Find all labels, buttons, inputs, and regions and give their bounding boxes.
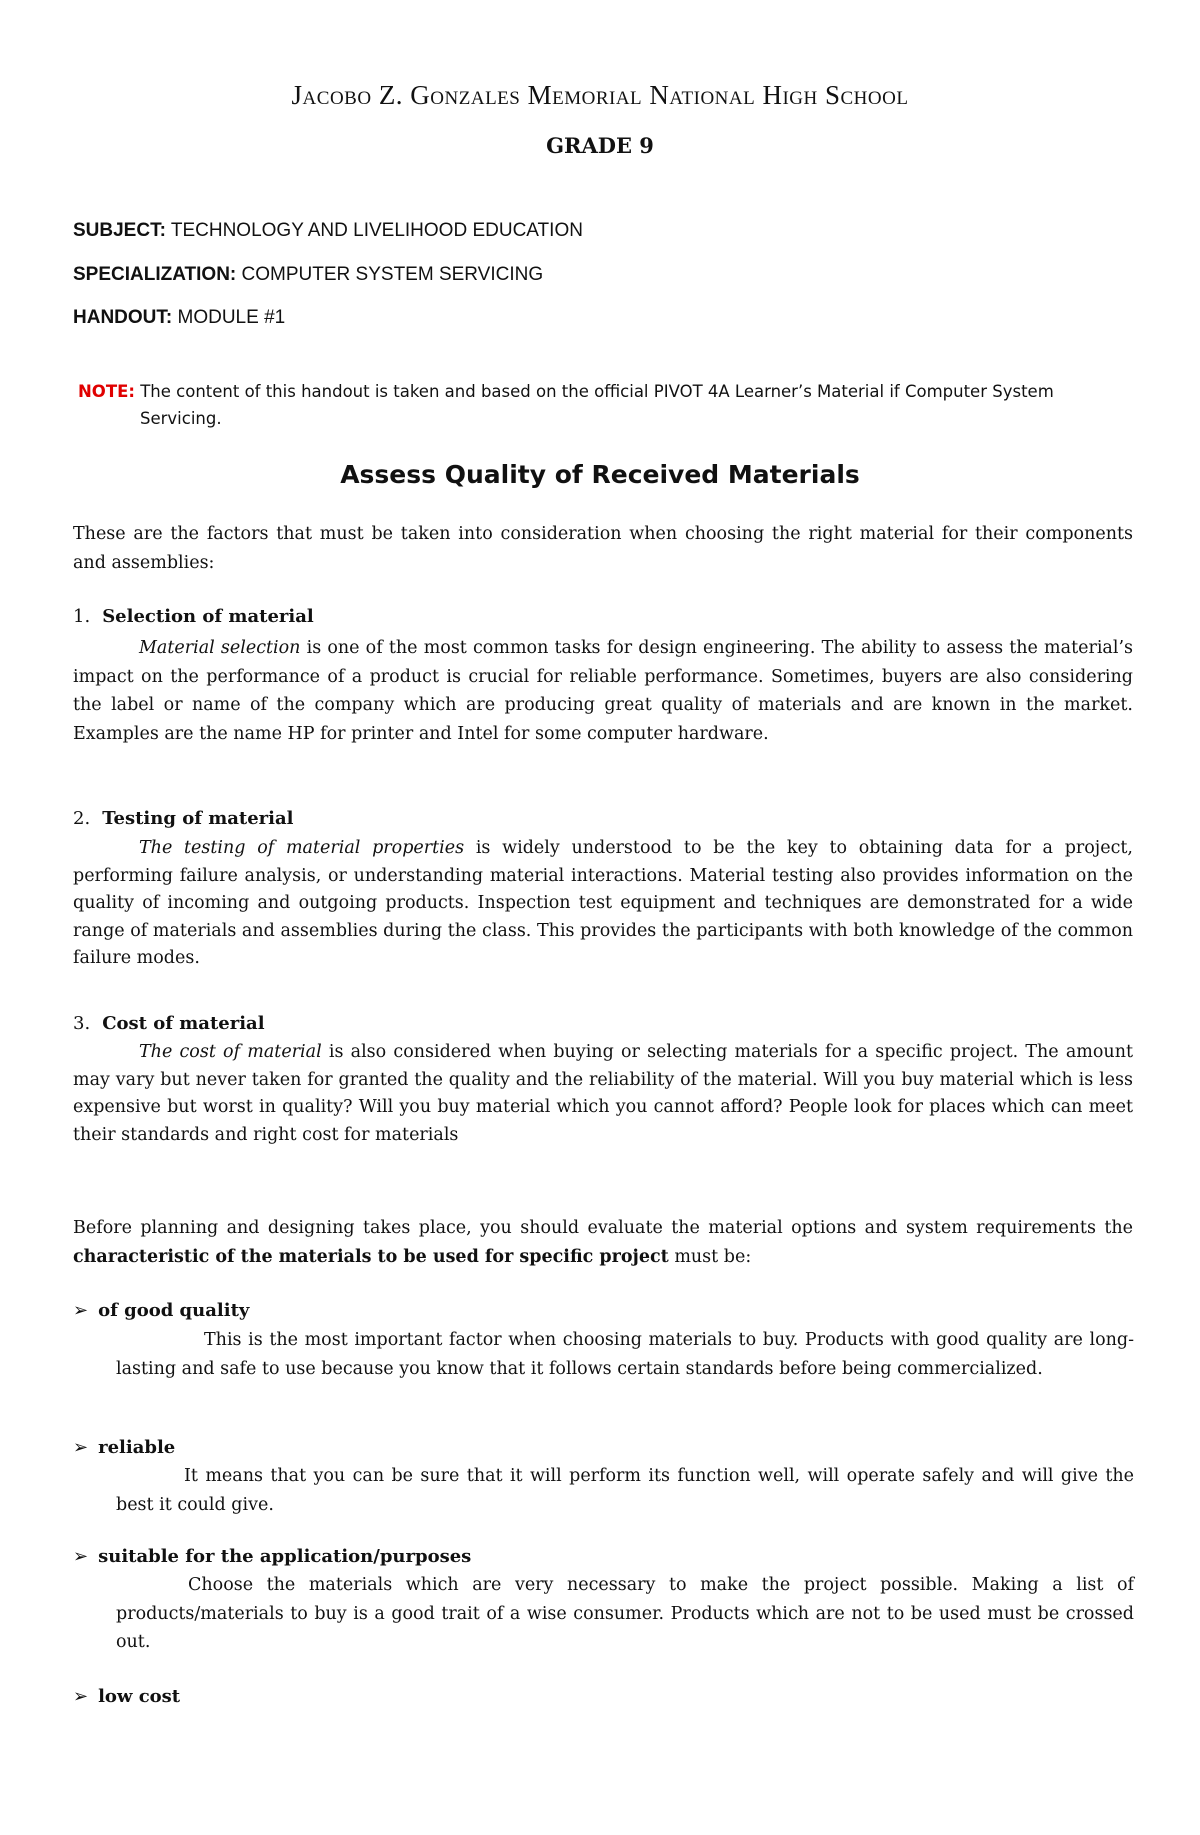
characteristic-text: Choose the materials which are very necessary to make the project possible. Making a list of products/materials to buy is a good trait of a wise consumer. Products which are not to be used must be crossed out. — [116, 1575, 1134, 1652]
handout-line — [73, 307, 285, 329]
specialization-line — [73, 264, 543, 286]
characteristic-body — [116, 1571, 1134, 1657]
handout-value: MODULE #1 — [177, 307, 286, 328]
section-heading-testing — [73, 808, 294, 829]
section-lead-term: The testing of material properties — [139, 838, 465, 858]
section-text: is also considered when buying or selecting materials for a specific project. The amount may vary but never taken for granted the quality and the reliability of the material. Will you buy material which is less expensive but worst in quality? Will you buy material which you cannot afford? People look for places which can meet their standards and right cost for materials — [73, 1042, 1133, 1145]
specialization-label: SPECIALIZATION: — [73, 264, 237, 285]
note-text-line2: Servicing. — [140, 409, 222, 428]
characteristic-low-cost — [73, 1686, 180, 1707]
arrowhead-bullet-icon: ➢ — [73, 1437, 89, 1458]
characteristic-good-quality — [73, 1300, 249, 1321]
characteristic-text: This is the most important factor when choosing materials to buy. Products with good quality are long-lasting and safe to use because you know that it follows certain standards before being commercialized. — [116, 1330, 1134, 1379]
handout-title: Assess Quality of Received Materials — [340, 460, 860, 489]
before-text-start: Before planning and designing takes place, you should evaluate the material options and system requirements the — [73, 1218, 1133, 1238]
characteristic-heading: suitable for the application/purposes — [98, 1546, 472, 1567]
arrowhead-bullet-icon: ➢ — [73, 1686, 89, 1707]
section-text: is widely understood to be the key to obtaining data for a project, performing failure analysis, or understanding material interactions. Material testing also provides information on the quality of incoming and outgoing products. Inspection test equipment and techniques are demonstrated for a wide range of materials and assemblies during the class. This provides the participants with both knowledge of the common failure modes. — [73, 838, 1133, 968]
characteristic-heading: reliable — [98, 1437, 176, 1458]
subject-line — [73, 220, 583, 242]
section-number: 2. — [73, 808, 91, 829]
arrowhead-bullet-icon: ➢ — [73, 1300, 89, 1321]
section-number: 3. — [73, 1013, 91, 1034]
section-text: is one of the most common tasks for design engineering. The ability to assess the material’s impact on the performance of a product is crucial for reliable performance. Sometimes, buyers are also considering the label or name of the company which are producing great quality of materials and are known in the market. Examples are the name HP for printer and Intel for some computer hardware. — [73, 638, 1134, 744]
subject-value: TECHNOLOGY AND LIVELIHOOD EDUCATION — [170, 220, 583, 241]
characteristic-body — [116, 1462, 1134, 1519]
subject-label: SUBJECT: — [73, 220, 166, 241]
section-body-cost — [73, 1039, 1133, 1149]
characteristic-body — [116, 1326, 1134, 1383]
before-text-bold: characteristic of the materials to be used for specific project — [73, 1246, 669, 1267]
characteristic-heading: of good quality — [98, 1300, 250, 1321]
note-text-line1: The content of this handout is taken and based on the official PIVOT 4A Learner’s Material if Computer System — [140, 382, 1054, 401]
characteristic-reliable — [73, 1437, 175, 1458]
section-lead-term: Material selection — [139, 638, 301, 658]
section-title: Cost of material — [102, 1013, 265, 1034]
characteristic-suitable — [73, 1546, 471, 1567]
handout-label: HANDOUT: — [73, 307, 173, 328]
section-heading-cost — [73, 1013, 265, 1034]
section-body-testing — [73, 835, 1133, 973]
grade-level: GRADE 9 — [546, 133, 654, 158]
before-text-end: must be: — [668, 1246, 752, 1267]
arrowhead-bullet-icon: ➢ — [73, 1546, 89, 1567]
section-title: Selection of material — [102, 606, 314, 627]
intro-paragraph: These are the factors that must be taken into consideration when choosing the right material for their components and assemblies: — [73, 524, 1133, 573]
school-name: Jacobo Z. Gonzales Memorial National High School — [291, 80, 909, 110]
note-block — [78, 378, 1138, 432]
section-number: 1. — [73, 606, 91, 627]
before-paragraph — [73, 1214, 1133, 1271]
section-title: Testing of material — [102, 808, 294, 829]
section-lead-term: The cost of material — [139, 1042, 322, 1062]
section-heading-selection — [73, 606, 314, 627]
characteristic-heading: low cost — [98, 1686, 181, 1707]
note-label: NOTE: — [78, 382, 135, 401]
specialization-value: COMPUTER SYSTEM SERVICING — [241, 264, 544, 285]
section-body-selection — [73, 634, 1133, 748]
characteristic-text: It means that you can be sure that it will perform its function well, will operate safely and will give the best it could give. — [116, 1466, 1134, 1515]
